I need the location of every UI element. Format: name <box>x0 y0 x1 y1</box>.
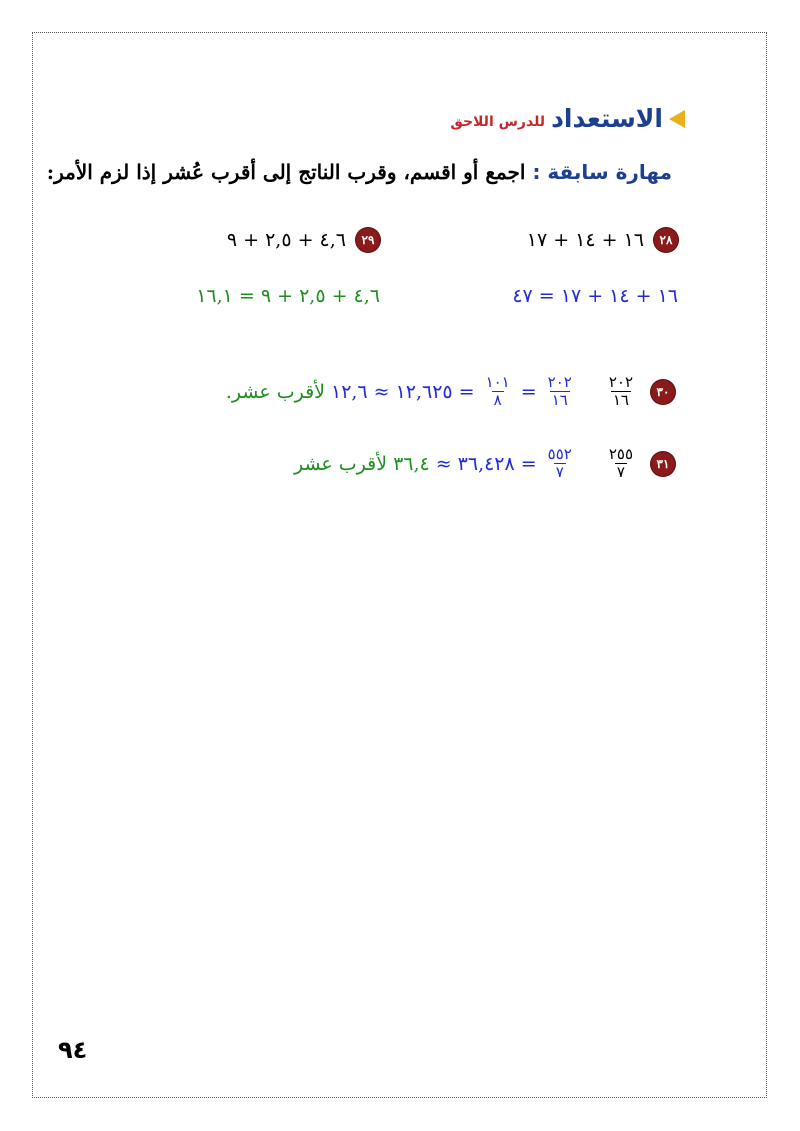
problem-29 <box>227 228 380 252</box>
approx-sign: ≈ <box>373 380 390 403</box>
instruction-line <box>47 160 672 184</box>
problem-31 <box>294 446 675 482</box>
approx-sign: ≈ <box>435 452 452 475</box>
fraction-denominator: ٧ <box>555 463 564 482</box>
fraction-numerator: ٥٥٢ <box>547 445 572 463</box>
question-fraction <box>607 446 635 482</box>
page-frame <box>32 32 767 1098</box>
answer-28: ١٦ + ١٤ + ١٧ = ٤٧ <box>512 285 678 307</box>
page-number: ٩٤ <box>58 1036 88 1064</box>
fraction-numerator: ١٠١ <box>485 373 510 391</box>
equals-sign: = <box>458 380 475 403</box>
fraction-denominator: ٧ <box>616 463 625 482</box>
rounded-result: ٣٦,٤ <box>393 452 430 475</box>
equals-sign: = <box>520 380 537 403</box>
step-fraction <box>546 374 574 410</box>
rounded-result: ١٢,٦ <box>330 380 368 403</box>
problem-30 <box>226 374 675 410</box>
fraction-denominator: ٨ <box>493 391 502 410</box>
section-heading <box>450 104 685 133</box>
answer-29: ٤,٦ + ٢,٥ + ٩ = ١٦,١ <box>196 285 380 307</box>
problem-number-badge: ٢٩ <box>356 228 380 252</box>
problem-number-badge: ٢٨ <box>654 228 678 252</box>
fraction-numerator: ٢٠٢ <box>608 373 633 391</box>
rounding-note: لأقرب عشر <box>293 452 388 475</box>
problem-number-badge: ٣٠ <box>651 380 675 404</box>
heading-title: الاستعداد <box>551 104 663 133</box>
problem-28 <box>527 228 678 252</box>
equals-sign: = <box>520 452 537 475</box>
simplified-fraction <box>484 374 512 410</box>
step-fraction <box>546 446 574 482</box>
fraction-numerator: ٢٠٢ <box>547 373 572 391</box>
fraction-numerator: ٢٥٥ <box>608 445 633 463</box>
triangle-marker-icon <box>669 110 685 128</box>
heading-subtitle: للدرس اللاحق <box>450 113 546 130</box>
fraction-denominator: ١٦ <box>612 391 629 410</box>
question-fraction <box>607 374 635 410</box>
problem-expression: ١٦ + ١٤ + ١٧ <box>526 229 644 251</box>
instruction-text: اجمع أو اقسم، وقرب الناتج إلى أقرب عُشر إذا لزم الأمر: <box>46 160 526 184</box>
fraction-denominator: ١٦ <box>551 391 568 410</box>
skill-label: مهارة سابقة : <box>532 160 672 184</box>
problem-expression: ٤,٦ + ٢,٥ + ٩ <box>226 229 346 251</box>
problem-number-badge: ٣١ <box>651 452 675 476</box>
rounding-note: لأقرب عشر. <box>225 380 325 403</box>
decimal-result: ١٢,٦٢٥ <box>395 380 453 403</box>
decimal-result: ٣٦,٤٢٨ <box>457 452 515 475</box>
